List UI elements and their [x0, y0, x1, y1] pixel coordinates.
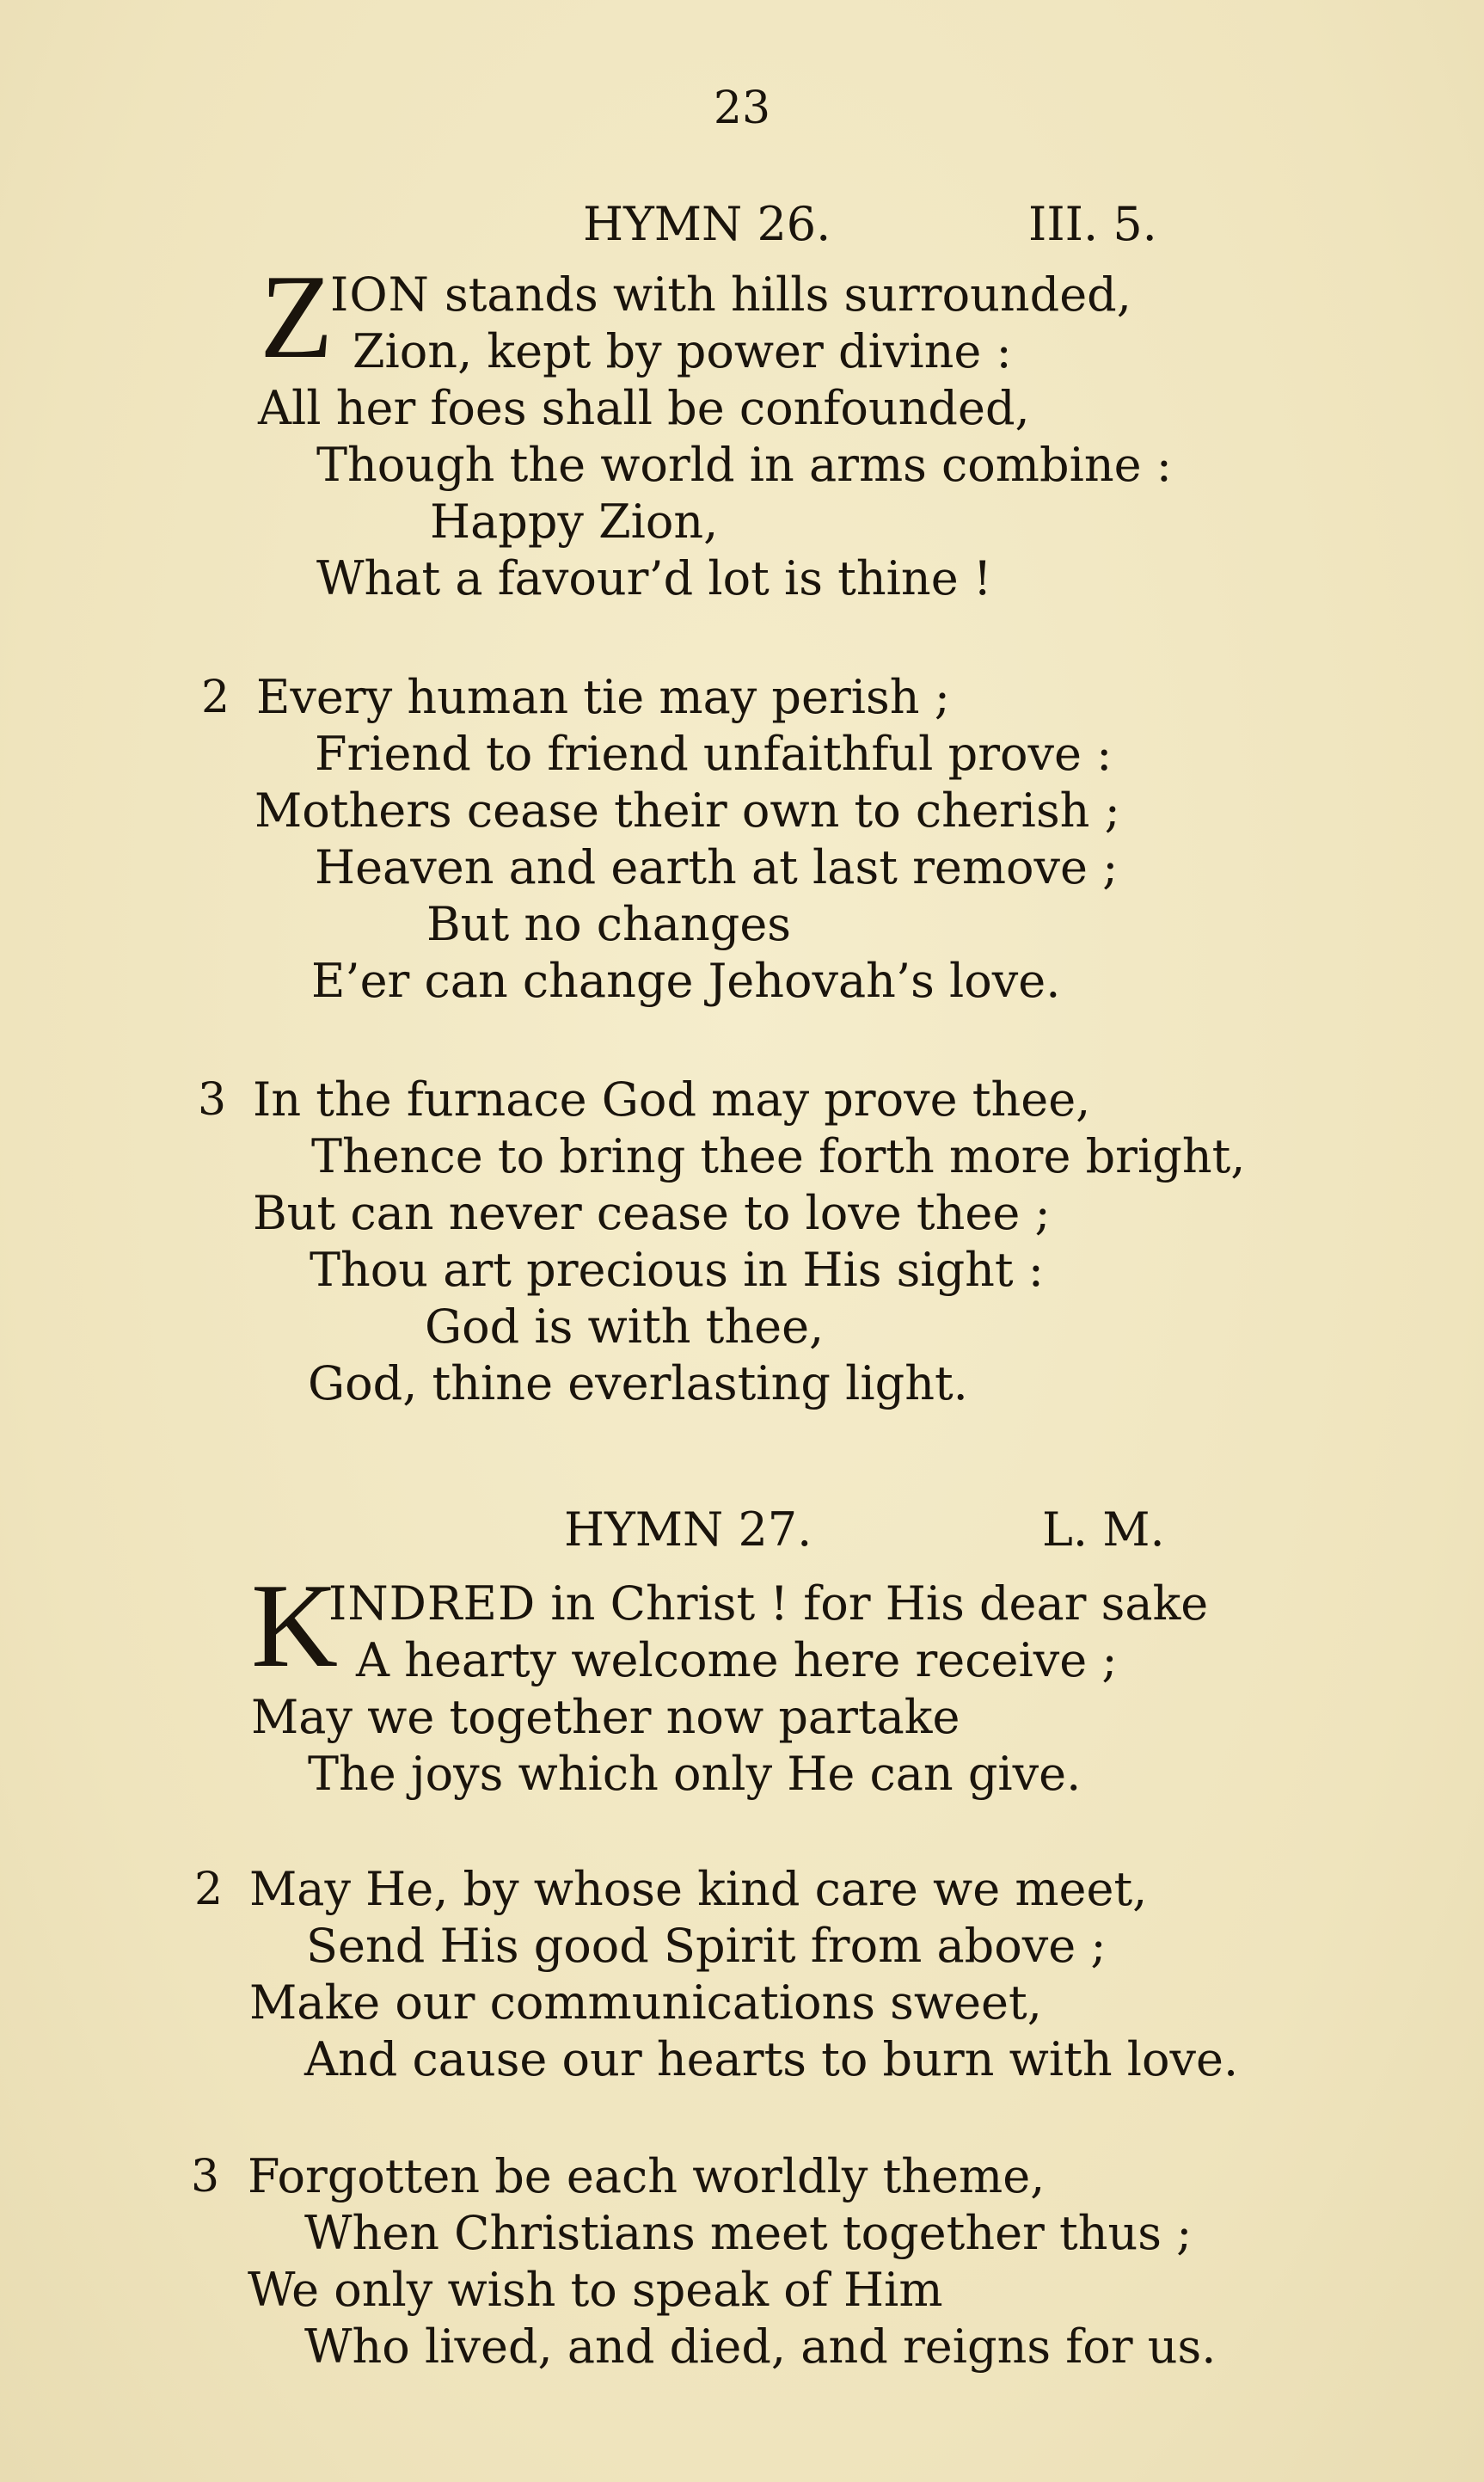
hymn-26-s3-line-1: In the furnace God may prove thee,: [253, 1072, 1091, 1127]
hymn-27-s2-line-1: May He, by whose kind care we meet,: [249, 1862, 1148, 1916]
hymn-27-first-line: [328, 1576, 1208, 1632]
hymn-27-s3-line-4: Who lived, and died, and reigns for us.: [304, 2319, 1217, 2374]
hymn-26-s1-line-2: All her foes shall be confounded,: [258, 381, 1030, 435]
hymn-27-title: HYMN 27.: [564, 1502, 813, 1557]
hymn-26-s2-line-2: Friend to friend unfaithful prove :: [315, 727, 1113, 781]
hymn-26-stanza-3-number: 3: [198, 1074, 227, 1126]
hymn-26-title: HYMN 26.: [583, 197, 831, 251]
hymn-27-stanza-3-number: 3: [191, 2151, 220, 2202]
hymn-27-stanza-2-number: 2: [194, 1864, 224, 1915]
hymn-26-s2-line-5: But no changes: [426, 897, 792, 951]
page-number: 23: [713, 83, 771, 134]
hymn-27-s1-line-3: The joys which only He can give.: [308, 1747, 1082, 1801]
hymn-26-s2-line-1: Every human tie may perish ;: [256, 670, 950, 724]
hymn-26-s3-line-3: But can never cease to love thee ;: [253, 1186, 1051, 1240]
hymn-27-s3-line-1: Forgotten be each worldly theme,: [248, 2149, 1046, 2203]
hymn-27-s2-line-2: Send His good Spirit from above ;: [306, 1919, 1107, 1973]
hymn-27-s2-line-4: And cause our hearts to burn with love.: [304, 2032, 1239, 2086]
hymn-26-s2-line-3: Mothers cease their own to cherish ;: [254, 783, 1120, 838]
hymn-26-first-line-rest: stands with hills surrounded,: [429, 267, 1131, 322]
hymn-26-s3-line-4: Thou art precious in His sight :: [310, 1243, 1044, 1297]
hymn-26-s3-line-6: God, thine everlasting light.: [308, 1356, 968, 1410]
hymn-26-s3-line-5: God is with thee,: [425, 1299, 825, 1354]
hymn-26-drop-cap: Z: [260, 250, 334, 384]
hymn-27-s1-line-2: May we together now partake: [251, 1690, 960, 1744]
hymn-26-s3-line-2: Thence to bring thee forth more bright,: [311, 1129, 1246, 1183]
hymn-27-meter: L. M.: [1042, 1502, 1165, 1557]
hymn-27-first-line-rest: in Christ ! for His dear sake: [536, 1576, 1209, 1631]
hymn-26-s2-line-6: E’er can change Jehovah’s love.: [311, 954, 1061, 1008]
hymn-27-s3-line-2: When Christians meet together thus ;: [304, 2206, 1193, 2260]
hymn-26-s2-line-4: Heaven and earth at last remove ;: [315, 840, 1119, 894]
hymn-26-s1-line-1: Zion, kept by power divine :: [353, 324, 1012, 378]
hymn-27-drop-cap: K: [251, 1559, 339, 1693]
hymn-26-s1-line-5: What a favour’d lot is thine !: [316, 551, 992, 605]
hymn-26-first-line: [330, 267, 1131, 323]
hymn-26-s1-line-3: Though the world in arms combine :: [316, 438, 1172, 492]
hymn-27-first-line-caps: INDRED: [328, 1576, 537, 1631]
hymn-27-s1-line-1: A hearty welcome here receive ;: [356, 1633, 1118, 1687]
hymn-26-first-line-caps: ION: [330, 267, 430, 322]
hymn-27-s2-line-3: Make our communications sweet,: [249, 1975, 1042, 2030]
hymn-27-s3-line-3: We only wish to speak of Him: [248, 2263, 943, 2317]
hymn-26-s1-line-4: Happy Zion,: [430, 495, 719, 549]
hymn-26-meter: III. 5.: [1028, 197, 1157, 251]
hymn-26-stanza-2-number: 2: [201, 672, 230, 723]
